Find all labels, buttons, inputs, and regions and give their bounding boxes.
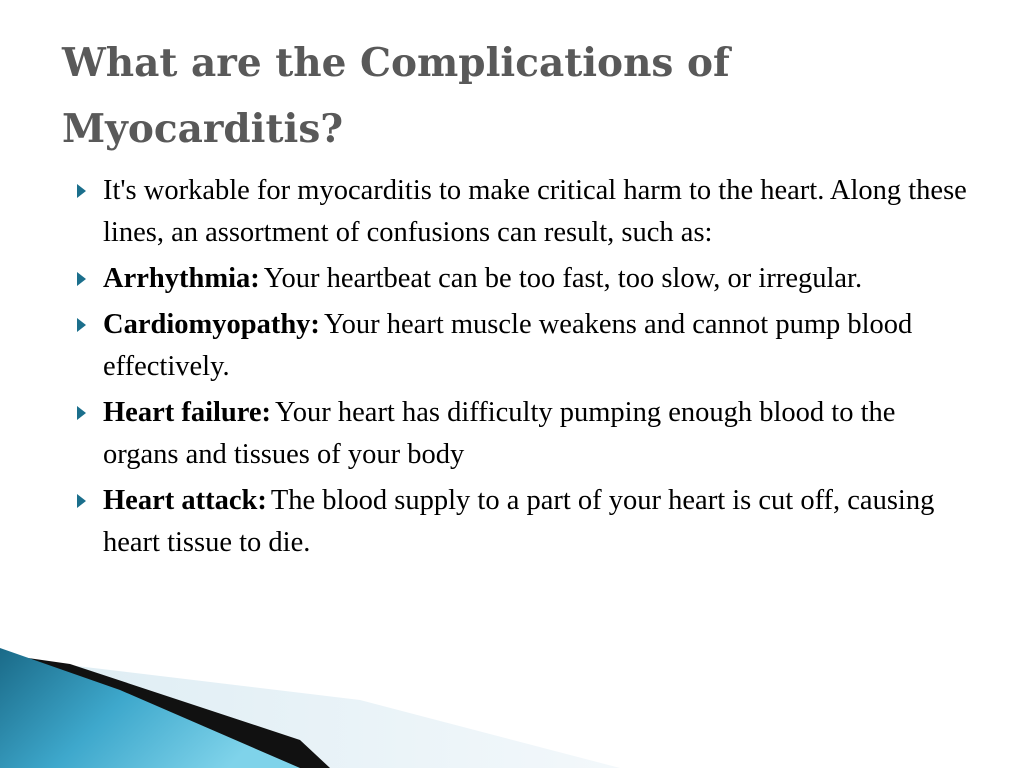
bullet-item — [74, 480, 974, 564]
black-stripe-shape — [0, 654, 330, 768]
bullet-list — [74, 170, 974, 568]
bullet-text: Your heart muscle weakens and cannot pump blood effectively. — [103, 309, 913, 382]
bullet-text: It's workable for myocarditis to make critical harm to the heart. Along these lines, an assortment of confusions can result, such as: — [103, 175, 967, 248]
pale-band-shape — [0, 664, 620, 768]
triangle-bullet-icon — [77, 318, 86, 332]
bullet-term: Heart failure: — [103, 397, 272, 428]
triangle-bullet-icon — [77, 494, 86, 508]
slide-title: What are the Complications of Myocarditis? — [62, 40, 730, 152]
triangle-bullet-icon — [77, 272, 86, 286]
bullet-term: Cardiomyopathy: — [103, 309, 320, 340]
bullet-term: Arrhythmia: — [103, 263, 260, 294]
bullet-text: Your heartbeat can be too fast, too slow, or irregular. — [263, 263, 863, 294]
triangle-bullet-icon — [77, 406, 86, 420]
triangle-bullet-icon — [77, 184, 86, 198]
bullet-item — [74, 170, 974, 254]
bullet-item — [74, 392, 974, 476]
bullet-item — [74, 304, 974, 388]
bullet-text: The blood supply to a part of your heart is cut off, causing heart tissue to die. — [103, 485, 935, 558]
teal-band-shape — [0, 648, 300, 768]
bullet-item — [74, 258, 974, 300]
bullet-term: Heart attack: — [103, 485, 267, 516]
bullet-text: Your heart has difficulty pumping enough blood to the organs and tissues of your body — [103, 397, 896, 470]
